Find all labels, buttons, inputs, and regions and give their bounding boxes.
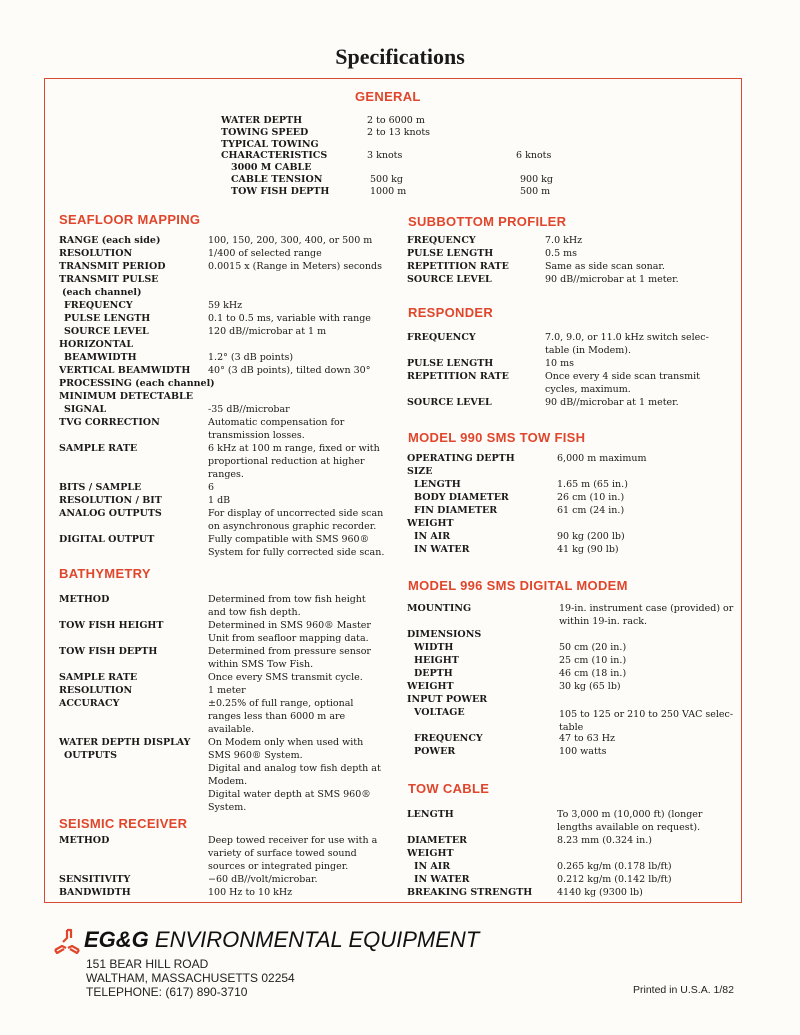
seafloor-label: TVG CORRECTION (59, 417, 160, 428)
modem-value: 30 kg (65 lb) (559, 681, 621, 692)
seafloor-label: RANGE (each side) (59, 235, 161, 246)
seismic-label: METHOD (59, 835, 110, 846)
telephone: TELEPHONE: (617) 890-3710 (86, 985, 248, 999)
modem-label: WEIGHT (407, 681, 454, 692)
general-value-2: 900 kg (520, 174, 553, 185)
towcable-label: LENGTH (407, 809, 454, 820)
seafloor-label: TRANSMIT PULSE (59, 274, 159, 285)
modem-value: 100 watts (559, 746, 607, 757)
subbottom-value: 7.0 kHz (545, 235, 583, 246)
seafloor-value: 100, 150, 200, 300, 400, or 500 m (208, 235, 373, 246)
towcable-value: lengths available on request). (557, 822, 701, 833)
seafloor-label: BITS / SAMPLE (59, 482, 142, 493)
bathymetry-value: available. (208, 724, 255, 735)
page-title: Specifications (335, 44, 465, 69)
seafloor-label: PROCESSING (each channel) (59, 378, 215, 389)
towcable-value: 8.23 mm (0.324 in.) (557, 835, 653, 846)
general-label: 3000 M CABLE (231, 162, 312, 174)
modem-label: DEPTH (414, 668, 453, 679)
seismic-value: Deep towed receiver for use with a (208, 835, 378, 846)
bathymetry-heading: BATHYMETRY (59, 566, 151, 581)
towcable-value: 4140 kg (9300 lb) (557, 887, 643, 898)
subbottom-value: 0.5 ms (545, 248, 578, 259)
bathymetry-label: SAMPLE RATE (59, 672, 138, 683)
general-value: 3 knots (367, 150, 403, 162)
seafloor-value: For display of uncorrected side scan (208, 508, 384, 519)
general-value-2: 500 m (520, 185, 551, 197)
modem-label: HEIGHT (414, 655, 459, 666)
towcable-label: IN AIR (414, 861, 451, 872)
bathymetry-value: within SMS Tow Fish. (208, 659, 314, 670)
seafloor-value: Automatic compensation for (208, 417, 345, 428)
general-label: WATER DEPTH (221, 115, 303, 126)
seafloor-label: SAMPLE RATE (59, 443, 138, 454)
modem-value: 46 cm (18 in.) (559, 668, 627, 679)
towfish-heading: MODEL 990 SMS TOW FISH (408, 430, 586, 445)
towfish-label: LENGTH (414, 479, 461, 490)
seafloor-value: System for fully corrected side scan. (208, 547, 385, 558)
towcable-label: WEIGHT (407, 848, 454, 859)
seafloor-value: -35 dB//microbar (208, 404, 290, 415)
bathymetry-label: WATER DEPTH DISPLAY (59, 737, 191, 748)
bathymetry-value: ±0.25% of full range, optional (208, 698, 354, 709)
bathymetry-value: Digital water depth at SMS 960® (208, 789, 371, 800)
modem-heading: MODEL 996 SMS DIGITAL MODEM (408, 578, 628, 593)
spec-frame (44, 78, 742, 903)
bathymetry-value: Determined in SMS 960® Master (208, 620, 371, 631)
responder-heading: RESPONDER (408, 305, 494, 320)
towfish-label: IN WATER (414, 544, 470, 555)
bathymetry-value: and tow fish depth. (208, 607, 301, 618)
subbottom-heading: SUBBOTTOM PROFILER (408, 214, 567, 229)
towfish-value: 61 cm (24 in.) (557, 505, 625, 516)
general-value: 2 to 6000 m (367, 115, 425, 126)
responder-value: table (in Modem). (545, 345, 632, 356)
seismic-value: 100 Hz to 10 kHz (208, 887, 293, 898)
responder-value: 90 dB//microbar at 1 meter. (545, 397, 679, 408)
brand-division: ENVIRONMENTAL EQUIPMENT (154, 927, 480, 952)
towfish-label: SIZE (407, 466, 433, 477)
bathymetry-value: Once every SMS transmit cycle. (208, 672, 363, 683)
towcable-label: DIAMETER (407, 835, 468, 846)
seafloor-value: 6 kHz at 100 m range, fixed or with (208, 443, 380, 454)
bathymetry-label: TOW FISH DEPTH (59, 646, 158, 657)
towfish-value: 41 kg (90 lb) (557, 544, 619, 555)
towfish-label: FIN DIAMETER (414, 505, 498, 516)
brand-logo-text: EG&G (84, 927, 149, 952)
towfish-value: 26 cm (10 in.) (557, 492, 625, 503)
towfish-value: 6,000 m maximum (557, 453, 647, 464)
general-value: 1000 m (370, 185, 407, 197)
seafloor-value: Fully compatible with SMS 960® (208, 534, 370, 545)
modem-value: 105 to 125 or 210 to 250 VAC selec- (559, 709, 734, 720)
bathymetry-label: OUTPUTS (64, 750, 117, 761)
egg-logo-icon (52, 928, 82, 954)
printed-note: Printed in U.S.A. 1/82 (633, 984, 734, 996)
seafloor-label: RESOLUTION (59, 248, 133, 259)
modem-value: 47 to 63 Hz (559, 733, 616, 744)
seafloor-label: BEAMWIDTH (64, 352, 137, 363)
towfish-label: OPERATING DEPTH (407, 453, 515, 464)
responder-value: 10 ms (545, 358, 574, 369)
seafloor-value: 1/400 of selected range (208, 248, 322, 259)
seafloor-heading: SEAFLOOR MAPPING (59, 212, 201, 227)
seismic-value: sources or integrated pinger. (208, 861, 349, 872)
general-label: CHARACTERISTICS (221, 150, 328, 162)
seafloor-label: ANALOG OUTPUTS (59, 508, 162, 519)
towcable-value: 0.212 kg/m (0.142 lb/ft) (557, 874, 672, 885)
towfish-label: BODY DIAMETER (414, 492, 509, 503)
towcable-value: 0.265 kg/m (0.178 lb/ft) (557, 861, 672, 872)
seafloor-label: DIGITAL OUTPUT (59, 534, 155, 545)
general-label: CABLE TENSION (231, 174, 323, 185)
seafloor-value: 59 kHz (208, 300, 243, 311)
seismic-heading: SEISMIC RECEIVER (59, 816, 188, 831)
seafloor-value: proportional reduction at higher (208, 456, 365, 467)
modem-value: 50 cm (20 in.) (559, 642, 627, 653)
seismic-value: variety of surface towed sound (208, 848, 357, 859)
towfish-value: 1.65 m (65 in.) (557, 479, 628, 490)
towcable-label: BREAKING STRENGTH (407, 887, 533, 898)
subbottom-label: FREQUENCY (407, 235, 476, 246)
modem-value: 25 cm (10 in.) (559, 655, 627, 666)
towfish-label: IN AIR (414, 531, 451, 542)
brand-name (84, 927, 479, 953)
bathymetry-value: System. (208, 802, 247, 813)
responder-label: SOURCE LEVEL (407, 397, 492, 408)
bathymetry-label: ACCURACY (59, 698, 120, 709)
seafloor-value: transmission losses. (208, 430, 305, 441)
modem-value: within 19-in. rack. (559, 616, 648, 627)
seafloor-value: 1.2° (3 dB points) (208, 352, 294, 363)
responder-value: cycles, maximum. (545, 384, 631, 395)
modem-label: INPUT POWER (407, 694, 488, 705)
responder-value: Once every 4 side scan transmit (545, 371, 700, 382)
responder-label: PULSE LENGTH (407, 358, 494, 369)
bathymetry-value: On Modem only when used with (208, 737, 364, 748)
address-line-1: 151 BEAR HILL ROAD (86, 957, 209, 971)
modem-label: WIDTH (414, 642, 454, 653)
seafloor-value: 6 (208, 482, 215, 493)
general-label: TOWING SPEED (221, 126, 309, 138)
subbottom-value: Same as side scan sonar. (545, 261, 665, 272)
bathymetry-label: RESOLUTION (59, 685, 133, 696)
modem-label: MOUNTING (407, 603, 472, 614)
bathymetry-value: 1 meter (208, 685, 246, 696)
modem-label: DIMENSIONS (407, 629, 482, 640)
subbottom-label: REPETITION RATE (407, 261, 509, 272)
bathymetry-value: ranges less than 6000 m are (208, 711, 346, 722)
seafloor-value: 120 dB//microbar at 1 m (208, 326, 327, 337)
seafloor-label: MINIMUM DETECTABLE (59, 391, 193, 402)
seafloor-value: ranges. (208, 469, 244, 480)
general-value-2: 6 knots (516, 150, 552, 162)
seafloor-label: RESOLUTION / BIT (59, 495, 162, 506)
general-heading: GENERAL (355, 89, 421, 104)
seafloor-value: 0.1 to 0.5 ms, variable with range (208, 313, 371, 324)
towcable-label: IN WATER (414, 874, 470, 885)
modem-label: POWER (414, 746, 456, 757)
seafloor-label: HORIZONTAL (59, 339, 134, 350)
subbottom-label: SOURCE LEVEL (407, 274, 492, 285)
general-value: 2 to 13 knots (367, 126, 431, 138)
general-label: TYPICAL TOWING (221, 138, 319, 150)
seafloor-value: 1 dB (208, 495, 231, 506)
bathymetry-value: Modem. (208, 776, 248, 787)
towcable-heading: TOW CABLE (408, 781, 490, 796)
address-line-2: WALTHAM, MASSACHUSETTS 02254 (86, 971, 295, 985)
bathymetry-value: SMS 960® System. (208, 750, 303, 761)
seafloor-value: on asynchronous graphic recorder. (208, 521, 377, 532)
general-label: TOW FISH DEPTH (231, 185, 330, 197)
subbottom-label: PULSE LENGTH (407, 248, 494, 259)
modem-value: 19-in. instrument case (provided) or (559, 603, 734, 614)
seismic-label: BANDWIDTH (59, 887, 131, 898)
responder-label: REPETITION RATE (407, 371, 509, 382)
responder-value: 7.0, 9.0, or 11.0 kHz switch selec- (545, 332, 709, 343)
responder-label: FREQUENCY (407, 332, 476, 343)
seafloor-label: PULSE LENGTH (64, 313, 151, 324)
bathymetry-value: Determined from tow fish height (208, 594, 366, 605)
bathymetry-value: Determined from pressure sensor (208, 646, 371, 657)
bathymetry-label: METHOD (59, 594, 110, 605)
seafloor-value: 0.0015 x (Range in Meters) seconds (208, 261, 382, 272)
seafloor-label: (each channel) (62, 287, 142, 298)
modem-label: VOLTAGE (414, 707, 465, 718)
modem-value: table (559, 722, 584, 733)
seafloor-label: SOURCE LEVEL (64, 326, 149, 337)
general-value: 500 kg (370, 174, 403, 185)
towfish-value: 90 kg (200 lb) (557, 531, 625, 542)
seafloor-label: FREQUENCY (64, 300, 133, 311)
bathymetry-value: Digital and analog tow fish depth at (208, 763, 381, 774)
seafloor-value: 40° (3 dB points), tilted down 30° (208, 365, 371, 376)
seafloor-label: SIGNAL (64, 404, 107, 415)
towcable-value: To 3,000 m (10,000 ft) (longer (557, 809, 703, 820)
seafloor-label: VERTICAL BEAMWIDTH (59, 365, 191, 376)
seismic-label: SENSITIVITY (59, 874, 131, 885)
bathymetry-label: TOW FISH HEIGHT (59, 620, 164, 631)
subbottom-value: 90 dB//microbar at 1 meter. (545, 274, 679, 285)
bathymetry-value: Unit from seafloor mapping data. (208, 633, 369, 644)
modem-label: FREQUENCY (414, 733, 483, 744)
seafloor-label: TRANSMIT PERIOD (59, 261, 166, 272)
towfish-label: WEIGHT (407, 518, 454, 529)
seismic-value: −60 dB//volt/microbar. (208, 874, 318, 885)
